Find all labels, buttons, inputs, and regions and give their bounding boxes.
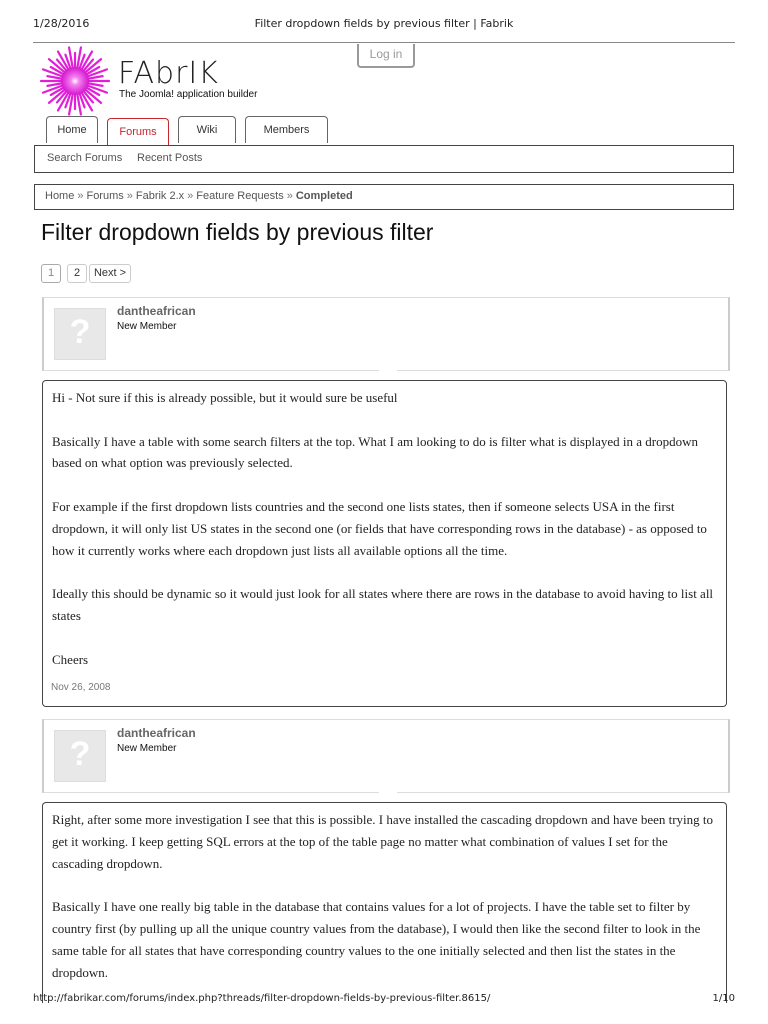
print-date: 1/28/2016 (33, 17, 90, 30)
breadcrumb-forums[interactable]: Forums (86, 190, 124, 202)
page-title: Filter dropdown fields by previous filter (41, 219, 434, 245)
post-paragraph: Right, after some more investigation I see that this is possible. I have installed the cascading dropdown and have been trying to get it working. I keep getting SQL errors at the top of the table page no matter what combination of values I set for the cascading dropdown. (52, 812, 714, 871)
page-1-button[interactable]: 1 (41, 264, 61, 283)
breadcrumb-separator: » (187, 190, 194, 202)
post-author-block (42, 719, 730, 793)
brand-name: FAbrIK (118, 56, 219, 91)
post-paragraph: Basically I have a table with some search filters at the top. What I am looking to do is filter what is displayed in a dropdown based on what option was previously selected. (52, 433, 698, 471)
brand-tagline: The Joomla! application builder (119, 89, 258, 100)
author-title: New Member (117, 743, 177, 754)
tab-forums[interactable]: Forums (107, 118, 169, 145)
avatar[interactable] (54, 308, 106, 360)
tab-home[interactable]: Home (46, 116, 98, 143)
avatar-placeholder-icon: ? (69, 735, 91, 773)
post-body (52, 809, 716, 1005)
author-name[interactable]: dantheafrican (117, 304, 196, 318)
author-title: New Member (117, 321, 177, 332)
divider (33, 42, 735, 43)
avatar-placeholder-icon: ? (69, 313, 91, 351)
tab-wiki[interactable]: Wiki (178, 116, 236, 143)
breadcrumb-separator: » (286, 190, 293, 202)
post-paragraph: Hi - Not sure if this is already possible, but it would sure be useful (52, 390, 398, 405)
breadcrumb-feature-requests[interactable]: Feature Requests (196, 190, 284, 202)
post-paragraph: Ideally this should be dynamic so it would just look for all states where there are rows in the database to avoid having to list all states (52, 586, 714, 623)
breadcrumb (34, 184, 734, 210)
post-message (42, 380, 727, 707)
post-paragraph: For example if the first dropdown lists countries and the second one lists states, then if someone selects USA in the first dropdown, it will only list US states in the second one (or fields that have corresponding rows in the database) - as opposed to how it currently works where each dropdown just lists all available options all the time. (52, 498, 707, 558)
print-url: http://fabrikar.com/forums/index.php?threads/filter-dropdown-fields-by-previous-filter.8615/ (33, 993, 491, 1004)
print-page-title: Filter dropdown fields by previous filter | Fabrik (254, 17, 514, 30)
post-paragraph: Cheers (52, 651, 89, 667)
breadcrumb-current: Completed (295, 190, 353, 202)
next-page-button[interactable]: Next > (89, 264, 131, 283)
post-paragraph: Basically I have one really big table in the database that contains values for a lot of projects. I have the table set to filter by country first (by pulling up all the unique country values from the database), I would then like the second filter to look in the same table for all states that have corresponding country values to the one initially selected and then list the states in the dropdown. (52, 899, 701, 980)
post-author-block (42, 297, 730, 371)
breadcrumb-separator: » (77, 190, 84, 202)
post-date[interactable]: Nov 26, 2008 (51, 682, 111, 693)
breadcrumb-home[interactable]: Home (45, 190, 75, 202)
breadcrumb-separator: » (126, 190, 133, 202)
tab-members[interactable]: Members (245, 116, 328, 143)
print-page-number: 1/10 (712, 993, 735, 1004)
post-body (52, 387, 716, 692)
recent-posts-link[interactable]: Recent Posts (137, 152, 203, 164)
breadcrumb-fabrik-2x[interactable]: Fabrik 2.x (135, 190, 185, 202)
search-forums-link[interactable]: Search Forums (47, 152, 123, 164)
sub-navigation (34, 145, 734, 173)
login-button[interactable]: Log in (357, 44, 415, 68)
print-header (0, 0, 768, 44)
avatar[interactable] (54, 730, 106, 782)
author-name[interactable]: dantheafrican (117, 726, 196, 740)
post-message (42, 802, 727, 1003)
page-2-button[interactable]: 2 (67, 264, 87, 283)
fabrik-logo-icon[interactable] (40, 46, 110, 116)
